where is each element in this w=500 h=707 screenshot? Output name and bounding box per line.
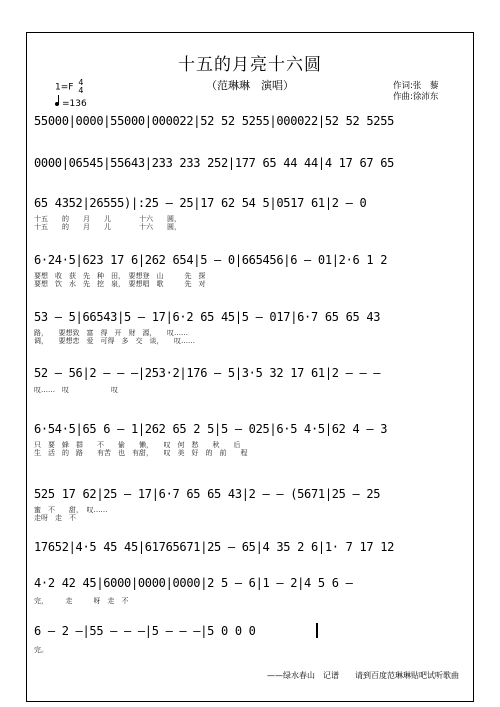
time-top: 4	[78, 78, 84, 87]
time-bottom: 4	[78, 86, 84, 95]
notation-line-5: 53 — 5|66543|5 — 17|6·2 65 45|5 — 017|6·7 65 65 43	[34, 310, 381, 324]
notation-line-8: 525 17 62|25 — 17|6·7 65 65 43|2 — — (5671|25 — 25	[34, 487, 381, 501]
key-label: 1=F	[55, 82, 74, 93]
notation-line-6: 52 — 56|2 — — —|253·2|176 — 5|3·5 32 17 61|2 — — —	[34, 366, 381, 380]
singer-subtitle: （范琳琳 演唱）	[206, 79, 294, 92]
lyrics-line-3: 十五 的 月 儿 十六 圆， 十五 的 月 儿 十六 圆，	[34, 215, 181, 231]
notation-line-10: 4·2 42 45|6000|0000|0000|2 5 — 6|1 — 2|4 5 6 —	[34, 576, 353, 590]
tempo-value: =136	[62, 99, 87, 109]
lyrics-line-4: 要想 收 获 先 种 田， 要想登 山 先 探 要想 饮 水 先 挖 泉， 要想唱 歌 先 对	[34, 272, 206, 288]
final-barline	[316, 623, 318, 638]
lyrics-line-5: 路， 要想致 富 得 开 财 源， 叹…… 调， 要想恋 爱 可得 多 交 谈， 叹……	[34, 329, 195, 345]
key-signature	[55, 79, 83, 95]
song-title: 十五的月亮十六圆	[178, 55, 322, 75]
lyrics-line-6: 叹…… 叹 叹	[34, 386, 118, 394]
notation-line-4: 6·24·5|623 17 6|262 654|5 — 0|665456|6 — 01|2·6 1 2	[34, 253, 388, 267]
lyrics-line-10: 完， 走 呀 走 不	[34, 597, 129, 605]
notation-line-3: 65 4352|26555)|:25 — 25|17 62 54 5|0517 61|2 — 0	[34, 196, 367, 210]
lyricist: 作词:张 藜	[393, 81, 439, 91]
lyrics-line-7: 只 要 蜂 群 不 偷 懒， 叹 何 愁 秋 后 生 活 的 路 有苦 也 有甜， 叹 美 好 的 前 程	[34, 441, 248, 457]
notation-line-9: 17652|4·5 45 45|61765671|25 — 65|4 35 2 6|1· 7 17 12	[34, 540, 395, 554]
quarter-note-icon	[55, 102, 59, 106]
lyrics-line-11: 完。	[34, 646, 48, 654]
notation-line-11: 6 — 2 —|55 — — —|5 — — —|5 0 0 0	[34, 624, 256, 638]
time-signature	[78, 79, 83, 95]
credits	[393, 81, 438, 103]
notation-line-2: 0000|06545|55643|233 233 252|177 65 44 44|4 17 67 65	[34, 156, 395, 170]
composer: 作曲:徐沛东	[393, 92, 439, 102]
tempo-marking	[55, 99, 87, 109]
transcriber-footer: ——绿水春山 记谱 请到百度范琳琳贴吧试听歌曲	[267, 671, 459, 680]
notation-line-7: 6·54·5|65 6 — 1|262 65 2 5|5 — 025|6·5 4·5|62 4 — 3	[34, 422, 388, 436]
lyrics-line-8: 蜜 不 甜， 叹…… 走呀 走 不	[34, 506, 108, 522]
notation-line-1: 55000|0000|55000|000022|52 52 5255|000022|52 52 5255	[34, 114, 395, 128]
